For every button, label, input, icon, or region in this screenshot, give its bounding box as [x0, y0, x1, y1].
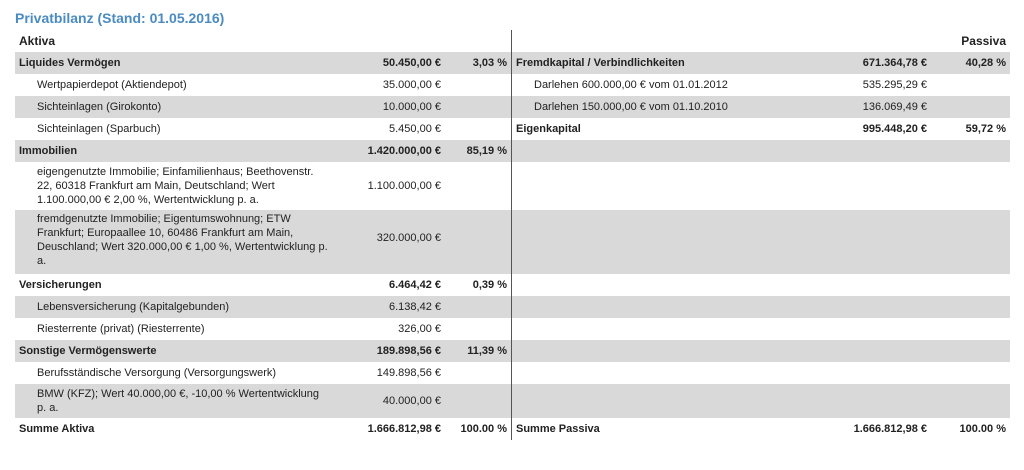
empty-row: [512, 162, 1010, 210]
empty-row: [512, 362, 1010, 384]
aktiva-column: [15, 30, 511, 440]
table-row: [15, 162, 511, 210]
page-title: Privatbilanz (Stand: 01.05.2016): [15, 10, 225, 26]
passiva-group-eigen: [512, 118, 1010, 140]
summe-passiva-percent: 100.00 %: [959, 423, 1006, 435]
passiva-group-fremd: [512, 52, 1010, 74]
fremd-percent: 40,28 %: [965, 57, 1006, 69]
sonstige-amount: 189.898,56 €: [376, 345, 441, 357]
table-row: [15, 296, 511, 318]
versicherungen-amount: 6.464,42 €: [389, 279, 441, 291]
empty-row: [512, 318, 1010, 340]
aktiva-group-liquide: [15, 52, 511, 74]
table-row: [15, 118, 511, 140]
table-row: [512, 74, 1010, 96]
empty-row: [512, 210, 1010, 274]
table-row: [15, 210, 511, 274]
liquide-label: Liquides Vermögen: [19, 57, 121, 69]
versicherungen-label: Versicherungen: [19, 279, 102, 291]
spar-label: Sichteinlagen (Sparbuch): [37, 123, 161, 135]
darlehen1-label: Darlehen 600.000,00 € vom 01.01.2012: [534, 79, 728, 91]
liquide-percent: 3,03 %: [472, 57, 507, 69]
empty-row: [512, 274, 1010, 296]
summe-aktiva-row: [15, 418, 511, 440]
riester-amount: 326,00 €: [398, 323, 441, 335]
empty-row: [512, 296, 1010, 318]
passiva-column: [512, 30, 1010, 440]
immobilien-label: Immobilien: [19, 145, 78, 157]
riester-label: Riesterrente (privat) (Riesterrente): [37, 323, 205, 335]
summe-aktiva-percent: 100.00 %: [460, 423, 507, 435]
summe-passiva-row: [512, 418, 1010, 440]
spar-amount: 5.450,00 €: [389, 123, 441, 135]
eigen-percent: 59,72 %: [965, 123, 1006, 135]
darlehen2-amount: 136.069,49 €: [862, 101, 927, 113]
summe-passiva-label: Summe Passiva: [516, 423, 600, 435]
darlehen1-amount: 535.295,29 €: [862, 79, 927, 91]
wertpapier-label: Wertpapierdepot (Aktiendepot): [37, 79, 187, 91]
immobilien-percent: 85,19 %: [466, 145, 507, 157]
fremd-amount: 671.364,78 €: [862, 57, 927, 69]
aktiva-group-immobilien: [15, 140, 511, 162]
table-row: [15, 74, 511, 96]
empty-row: [512, 340, 1010, 362]
versicherungen-percent: 0,39 %: [472, 279, 507, 291]
aktiva-group-sonstige: [15, 340, 511, 362]
bmw-label: BMW (KFZ); Wert 40.000,00 €, -10,00 % Wertentwicklung p. a.: [37, 388, 320, 414]
immo1-amount: 1.100.000,00 €: [367, 180, 441, 192]
summe-aktiva-label: Summe Aktiva: [19, 423, 95, 435]
immo1-label: eigengenutzte Immobilie; Einfamilienhaus; Beethovenstr. 22, 60318 Frankfurt am Main, Deutschland; Wert 1.100.000,00 € 2,00 %, Wertentwicklung p. a.: [37, 166, 314, 206]
summe-passiva-amount: 1.666.812,98 €: [853, 423, 927, 435]
table-row: [15, 384, 511, 418]
leben-label: Lebensversicherung (Kapitalgebunden): [37, 301, 230, 313]
aktiva-header: [15, 30, 511, 52]
table-row: [15, 318, 511, 340]
immobilien-amount: 1.420.000,00 €: [367, 145, 441, 157]
sonstige-percent: 11,39 %: [467, 345, 507, 357]
passiva-header: Passiva: [961, 34, 1006, 48]
aktiva-group-versicherungen: [15, 274, 511, 296]
sonstige-label: Sonstige Vermögenswerte: [19, 345, 157, 357]
table-row: [15, 362, 511, 384]
leben-amount: 6.138,42 €: [389, 301, 441, 313]
aktiva-header-label: Aktiva: [19, 34, 56, 48]
empty-row: [512, 140, 1010, 162]
table-row: [512, 96, 1010, 118]
darlehen2-label: Darlehen 150.000,00 € vom 01.10.2010: [534, 101, 728, 113]
fremd-label: Fremdkapital / Verbindlichkeiten: [516, 57, 685, 69]
summe-aktiva-amount: 1.666.812,98 €: [367, 423, 441, 435]
beruf-amount: 149.898,56 €: [376, 367, 441, 379]
giro-label: Sichteinlagen (Girokonto): [37, 101, 162, 113]
immo2-label: fremdgenutzte Immobilie; Eigentumswohnung; ETW Frankfurt; Europaallee 10, 60486 Frankfurt am Main, Deuschland; Wert 320.000,00 € 1,00 %, Wertentwicklung p. a.: [37, 213, 328, 267]
empty-row: [512, 384, 1010, 418]
wertpapier-amount: 35.000,00 €: [382, 79, 441, 91]
liquide-amount: 50.450,00 €: [382, 57, 441, 69]
immo2-amount: 320.000,00 €: [376, 232, 441, 244]
eigen-amount: 995.448,20 €: [862, 123, 927, 135]
giro-amount: 10.000,00 €: [382, 101, 441, 113]
table-row: [15, 96, 511, 118]
bmw-amount: 40.000,00 €: [382, 395, 441, 407]
eigen-label: Eigenkapital: [516, 123, 581, 135]
beruf-label: Berufsständische Versorgung (Versorgungswerk): [37, 367, 277, 379]
